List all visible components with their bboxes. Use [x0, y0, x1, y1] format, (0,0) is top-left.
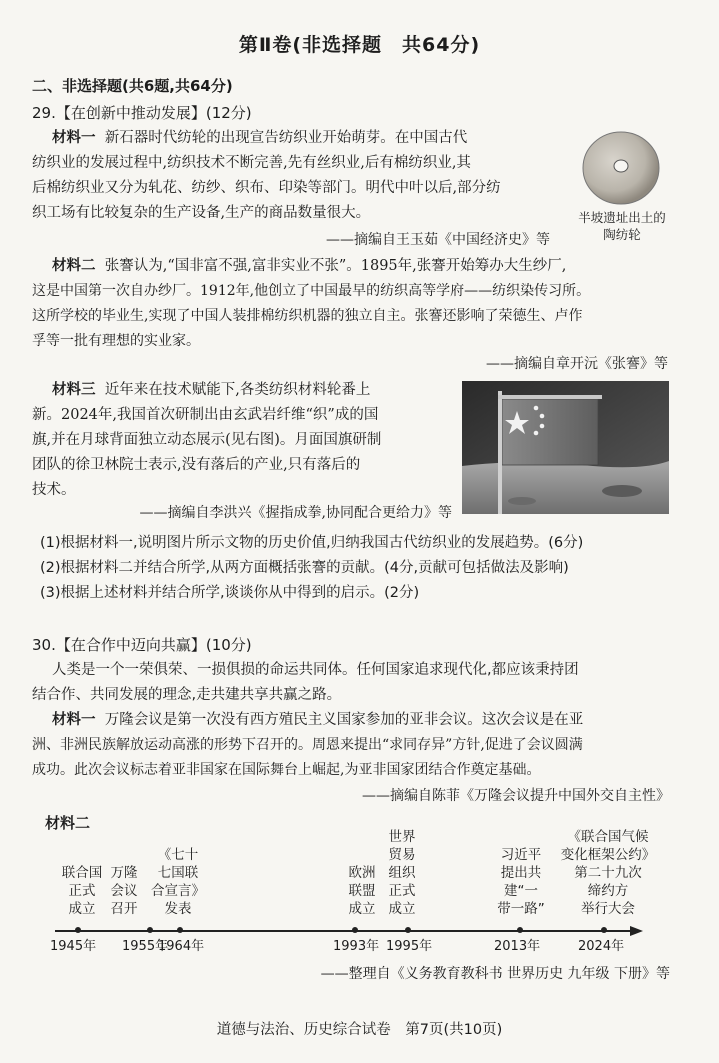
q29-m1-line: 后棉纺织业又分为轧花、纺纱、织布、印染等部门。明代中叶以后,部分纺 — [32, 180, 501, 196]
timeline-event-line: 举行大会 — [581, 901, 635, 917]
timeline-event-label — [104, 864, 144, 918]
timeline-year: 1955年 — [122, 939, 169, 954]
caption-line: 陶纺轮 — [603, 227, 641, 242]
timeline-event-line: 提出共 — [500, 865, 542, 881]
timeline-year: 1945年 — [50, 939, 97, 954]
q30-heading: 30.【在合作中迈向共赢】(10分) — [32, 636, 252, 654]
timeline-event-line: 正式 — [68, 883, 96, 899]
timeline-event-label — [149, 846, 207, 918]
q29-m2-line: 这所学校的毕业生,实现了中国人装排棉纺织机器的独立自主。张謇还影响了荣德生、卢作 — [32, 308, 583, 324]
timeline-event-line: 《联合国气候 — [567, 829, 649, 845]
q29-heading: 29.【在创新中推动发展】(12分) — [32, 104, 252, 122]
timeline-event-line: 万隆 — [110, 865, 138, 881]
timeline-event-line: 七国联 — [157, 865, 199, 881]
q29-m3-source: ——摘编自李洪兴《握指成拳,协同配合更给力》等 — [139, 505, 452, 521]
q29-m2-line: 孚等一批有理想的实业家。 — [32, 333, 200, 349]
timeline-year: 1964年 — [158, 939, 205, 954]
timeline-dot — [601, 927, 607, 933]
page-title: 第Ⅱ卷(非选择题 共64分) — [238, 34, 481, 56]
q29-m2-source: ——摘编自章开沅《张謇》等 — [486, 356, 668, 372]
q29-m1-label: 材料一 — [52, 130, 96, 146]
timeline-event-line: 欧洲 — [348, 865, 376, 881]
q29-m3-line: 团队的徐卫林院士表示,没有落后的产业,只有落后的 — [32, 457, 361, 473]
timeline-event-line: 召开 — [110, 901, 138, 917]
q30-timeline-source: ——整理自《义务教育教科书 世界历史 九年级 下册》等 — [320, 966, 670, 982]
q29-m1-line: 纺织业的发展过程中,纺织技术不断完善,先有丝织业,后有棉纺织业,其 — [32, 155, 471, 171]
q29-m1-source: ——摘编自王玉茹《中国经济史》等 — [326, 232, 550, 248]
q29-question-2: (2)根据材料二并结合所学,从两方面概括张謇的贡献。(4分,贡献可包括做法及影响) — [40, 560, 569, 576]
timeline-axis — [55, 930, 635, 932]
q29-m3-label: 材料三 — [52, 382, 96, 398]
timeline-event-label — [344, 864, 380, 918]
timeline-event-line: 建“一 — [504, 883, 538, 899]
timeline-event-line: 组织 — [388, 865, 416, 881]
timeline-event-label — [385, 828, 419, 918]
page-footer: 道德与法治、历史综合试卷 第7页(共10页) — [216, 1022, 503, 1038]
timeline-event-line: 变化框架公约》 — [560, 847, 656, 863]
q30-m1-line: 洲、非洲民族解放运动高涨的形势下召开的。周恩来提出“求同存异”方针,促进了会议圆满 — [32, 737, 583, 753]
q30-intro-line: 人类是一个一荣俱荣、一损俱损的命运共同体。任何国家追求现代化,都应该秉持团 — [52, 662, 579, 678]
section-heading: 二、非选择题(共6题,共64分) — [32, 77, 233, 95]
timeline-event-line: 贸易 — [388, 847, 416, 863]
timeline-year: 1993年 — [333, 939, 380, 954]
q29-m3-line: 近年来在技术赋能下,各类纺织材料轮番上 — [104, 382, 371, 398]
timeline-dot — [75, 927, 81, 933]
timeline-event-line: 习近平 — [500, 847, 542, 863]
timeline-event-line: 《七十 — [157, 847, 199, 863]
q30-m1-source: ——摘编自陈菲《万隆会议提升中国外交自主性》 — [362, 788, 670, 804]
q29-m2-line: 张謇认为,“国非富不强,富非实业不张”。1895年,张謇开始筹办大生纱厂, — [104, 258, 567, 274]
q29-m2-line: 这是中国第一次自办纱厂。1912年,他创立了中国最早的纺织高等学府——纺织染传习所。 — [32, 283, 591, 299]
timeline-event-line: 合宣言》 — [151, 883, 205, 899]
timeline-dot — [147, 927, 153, 933]
timeline-event-line: 会议 — [110, 883, 138, 899]
timeline-event-line: 联盟 — [348, 883, 376, 899]
timeline-event-label — [60, 864, 104, 918]
q30-intro-line: 结合作、共同发展的理念,走共建共享共赢之路。 — [32, 687, 342, 703]
timeline-dot — [352, 927, 358, 933]
q29-m3-line: 旗,并在月球背面独立动态展示(见右图)。月面国旗研制 — [32, 432, 382, 448]
timeline-event-line: 成立 — [68, 901, 96, 917]
timeline-year: 2024年 — [578, 939, 625, 954]
q30-m2-label: 材料二 — [45, 814, 91, 832]
q29-question-3: (3)根据上述材料并结合所学,谈谈你从中得到的启示。(2分) — [40, 585, 420, 601]
q29-m2-label: 材料二 — [52, 258, 96, 274]
timeline-event-line: 带一路” — [497, 901, 545, 917]
timeline-event-label — [496, 846, 546, 918]
q29-m1-line: 新石器时代纺轮的出现宣告纺织业开始萌芽。在中国古代 — [104, 130, 468, 146]
timeline-event-line: 联合国 — [61, 865, 103, 881]
timeline-event-label — [552, 828, 664, 918]
q30-m1-line: 万隆会议是第一次没有西方殖民主义国家参加的亚非会议。这次会议是在亚 — [104, 712, 584, 728]
q29-question-1: (1)根据材料一,说明图片所示文物的历史价值,归纳我国古代纺织业的发展趋势。(6分) — [40, 535, 584, 551]
timeline-event-line: 第二十九次 — [574, 865, 642, 881]
timeline-event-line: 正式 — [388, 883, 416, 899]
timeline-event-line: 发表 — [164, 901, 192, 917]
timeline-event-line: 缔约方 — [587, 883, 629, 899]
timeline-dot — [405, 927, 411, 933]
timeline-event-line: 世界 — [388, 829, 416, 845]
q29-m1-line: 织工场有比较复杂的生产设备,生产的商品数量很大。 — [32, 205, 371, 221]
timeline-dot — [517, 927, 523, 933]
q30-m1-line: 成功。此次会议标志着亚非国家在国际舞台上崛起,为亚非国家团结合作奠定基础。 — [32, 762, 541, 778]
timeline-dot — [177, 927, 183, 933]
timeline-event-line: 成立 — [348, 901, 376, 917]
q29-m3-line: 新。2024年,我国首次研制出由玄武岩纤维“织”成的国 — [32, 407, 379, 423]
timeline-arrow-icon — [630, 924, 644, 938]
timeline-event-line: 成立 — [388, 901, 416, 917]
timeline-year: 2013年 — [494, 939, 541, 954]
timeline-year: 1995年 — [386, 939, 433, 954]
q29-m3-line: 技术。 — [32, 482, 76, 498]
q30-m1-label: 材料一 — [52, 712, 96, 728]
caption-line: 半坡遗址出土的 — [578, 210, 666, 225]
